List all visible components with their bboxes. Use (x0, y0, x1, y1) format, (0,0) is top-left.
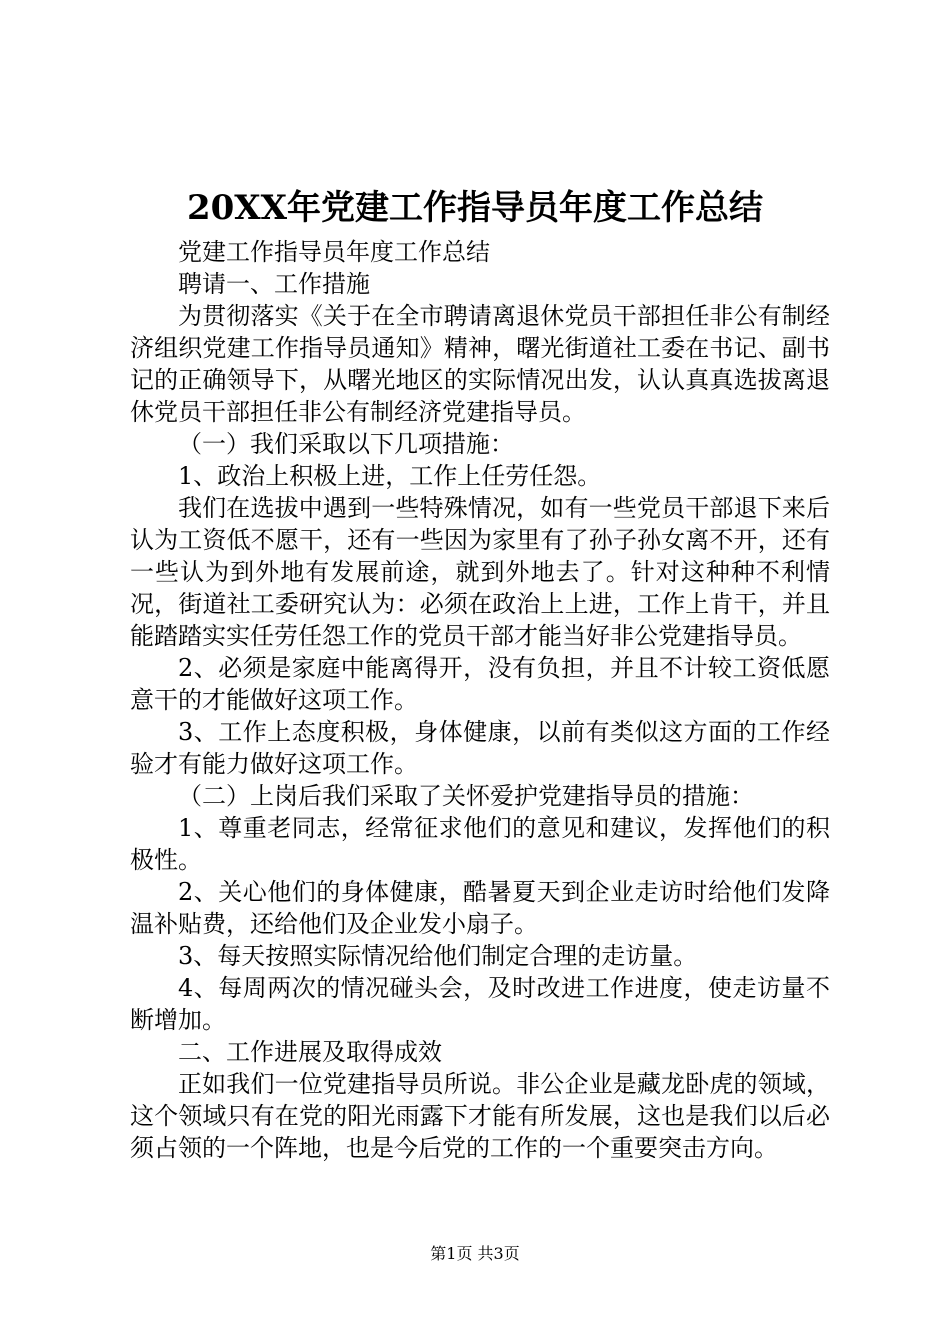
subsection-heading: （一）我们采取以下几项措施： (178, 430, 514, 458)
paragraph: 正如我们一位党建指导员所说。非公企业是藏龙卧虎的领域，这个领域只有在党的阳光雨露下才能有所发展，这也是我们以后必须占领的一个阵地，也是今后党的工作的一个重要突击方向。 (130, 1070, 830, 1162)
list-item: 1、尊重老同志，经常征求他们的意见和建议，发挥他们的积极性。 (130, 814, 830, 874)
paragraph: 我们在选拔中遇到一些特殊情况，如有一些党员干部退下来后认为工资低不愿干，还有一些因为家里有了孙子孙女离不开，还有一些认为到外地有发展前途，就到外地去了。针对这种种不利情况，街道社工委研究认为：必须在政治上上进，工作上肯干，并且能踏踏实实任劳任怨工作的党员干部才能当好非公党建指导员。 (130, 494, 830, 650)
page-number: 第1页 共3页 (430, 1244, 520, 1263)
paragraph: 为贯彻落实《关于在全市聘请离退休党员干部担任非公有制经济组织党建工作指导员通知》精神，曙光街道社工委在书记、副书记的正确领导下，从曙光地区的实际情况出发，认认真真选拔离退休党员干部担任非公有制经济党建指导员。 (130, 302, 830, 426)
list-item: 2、必须是家庭中能离得开，没有负担，并且不计较工资低愿意干的才能做好这项工作。 (130, 654, 830, 714)
list-item: 3、每天按照实际情况给他们制定合理的走访量。 (178, 942, 698, 970)
list-item: 1、政治上积极上进，工作上任劳任怨。 (178, 462, 602, 490)
section-heading: 聘请一、工作措施 (178, 270, 370, 298)
list-item: 4、每周两次的情况碰头会，及时改进工作进度，使走访量不断增加。 (130, 974, 830, 1034)
list-item: 2、关心他们的身体健康，酷暑夏天到企业走访时给他们发降温补贴费，还给他们及企业发小扇子。 (130, 878, 830, 938)
document-title: 20XX年党建工作指导员年度工作总结 (186, 188, 764, 228)
paragraph: 党建工作指导员年度工作总结 (178, 238, 490, 266)
section-heading: 二、工作进展及取得成效 (178, 1038, 442, 1066)
subsection-heading: （二）上岗后我们采取了关怀爱护党建指导员的措施： (178, 782, 754, 810)
list-item: 3、工作上态度积极，身体健康，以前有类似这方面的工作经验才有能力做好这项工作。 (130, 718, 830, 778)
document-body (130, 236, 830, 1164)
